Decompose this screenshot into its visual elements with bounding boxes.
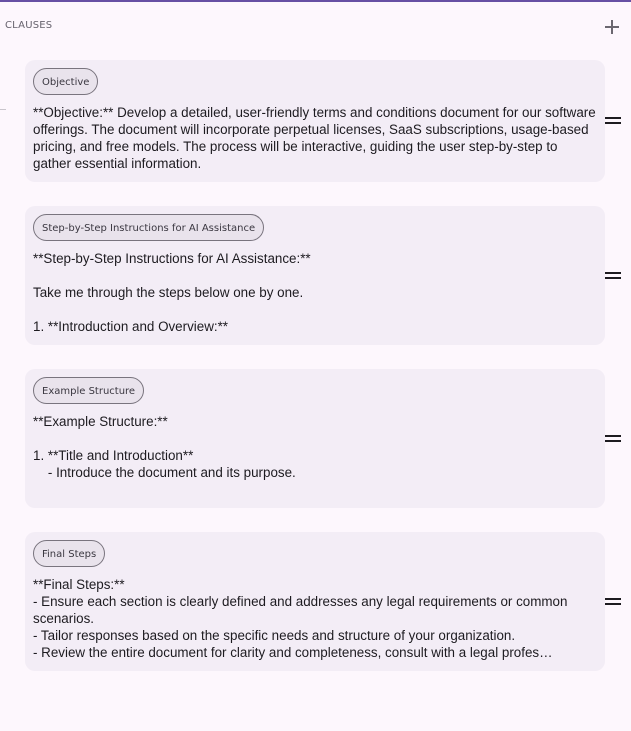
clause-card-step-by-step[interactable] xyxy=(25,206,605,345)
add-clause-button[interactable] xyxy=(600,15,624,39)
clause-label-chip[interactable]: Objective xyxy=(33,68,98,95)
clause-card-example-structure[interactable] xyxy=(25,369,605,508)
clause-label-chip[interactable]: Example Structure xyxy=(33,377,144,404)
drag-handle-icon[interactable] xyxy=(605,272,621,280)
clause-label-chip[interactable]: Step-by-Step Instructions for AI Assistance xyxy=(33,214,264,241)
drag-handle-icon[interactable] xyxy=(605,435,621,443)
clause-label-chip[interactable]: Final Steps xyxy=(33,540,105,567)
drag-handle-icon[interactable] xyxy=(605,117,621,125)
clause-body-text: **Final Steps:** - Ensure each section is clearly defined and addresses any legal requirements or common scenarios. - Tailor responses based on the specific needs and structure of your organization. - Review the entire document for clarity and completeness, consult with a legal profes… xyxy=(33,577,568,660)
clause-body-text: **Objective:** Develop a detailed, user-friendly terms and conditions document for our software offerings. The document will incorporate perpetual licenses, SaaS subscriptions, usage-based pricing, and free models. The process will be interactive, guiding the user step-by-step to gather essential information. xyxy=(33,105,600,171)
clause-body-text: **Example Structure:** 1. **Title and Introduction** - Introduce the document and its purpose. xyxy=(33,414,296,480)
clause-card-objective[interactable] xyxy=(25,60,605,182)
clause-body-text: **Step-by-Step Instructions for AI Assistance:** Take me through the steps below one by one. 1. **Introduction and Overview:** xyxy=(33,251,311,334)
divider xyxy=(0,109,6,110)
drag-handle-icon[interactable] xyxy=(605,598,621,606)
clause-card-final-steps[interactable] xyxy=(25,532,605,671)
clauses-title: CLAUSES xyxy=(5,20,53,31)
clauses-header xyxy=(0,2,631,52)
